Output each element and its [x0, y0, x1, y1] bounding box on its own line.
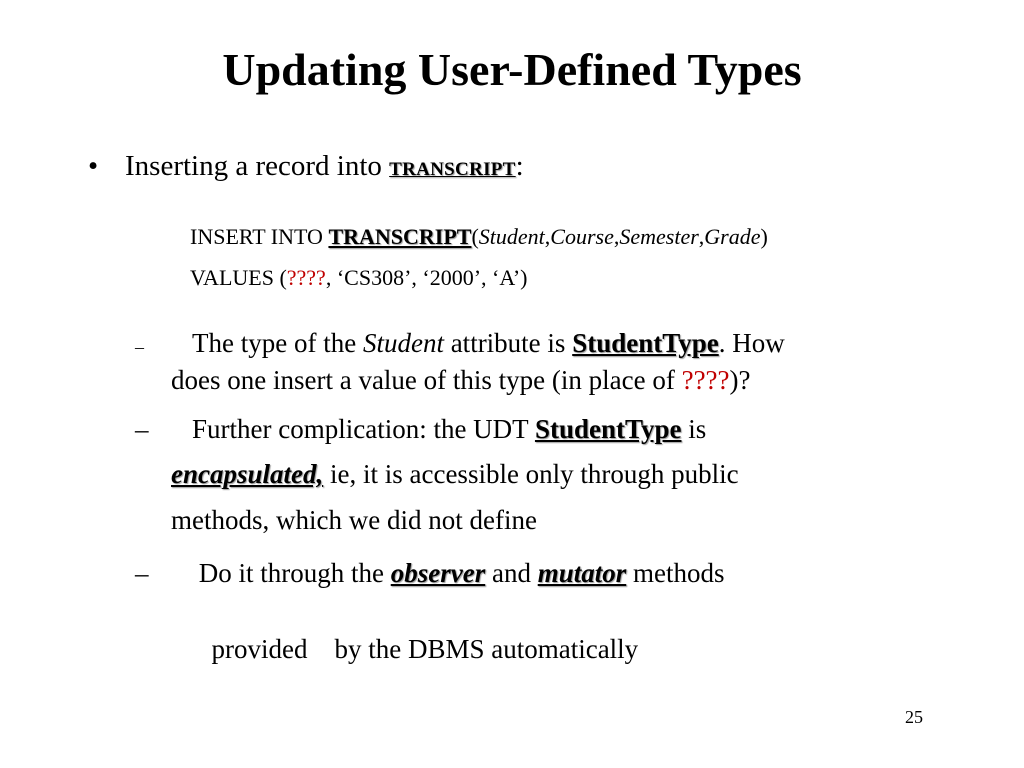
sql-insert-line: [190, 222, 768, 252]
sub-line-1: [192, 558, 724, 589]
bullet-colon: :: [515, 150, 524, 182]
sub-text-segment: . How: [718, 328, 785, 358]
table-name-transcript: TRANSCRIPT: [389, 159, 516, 180]
sub-line-1: [192, 328, 785, 359]
sql-placeholder: ????: [286, 265, 326, 290]
sql-column-semester: Semester: [619, 224, 699, 249]
bullet-text: Inserting a record into: [125, 150, 390, 182]
sql-insert-keyword: INSERT INTO: [190, 224, 329, 249]
sub-line-2: [171, 365, 751, 396]
term-mutator: mutator: [537, 558, 627, 588]
sql-table-name: TRANSCRIPT: [328, 224, 472, 249]
sub-dash: –: [135, 414, 149, 444]
sub-text-segment: The type of the: [192, 328, 363, 358]
sub-dash: –: [135, 558, 149, 588]
sql-comma: ,: [613, 224, 620, 249]
sub-text-segment: Further complication: the UDT: [192, 414, 535, 444]
bullet-symbol: •: [88, 150, 99, 182]
sub-line-2: [171, 459, 739, 490]
sub-text-segment: attribute is: [443, 328, 573, 358]
sql-comma: ,: [544, 224, 551, 249]
sub-text-segment: is: [681, 414, 707, 444]
sql-values-rest: , ‘CS308’, ‘2000’, ‘A’): [325, 265, 528, 290]
sub-dash: –: [135, 337, 144, 357]
sub-text-segment: )?: [729, 365, 751, 395]
sub-text-segment: provided by the DBMS automatically: [211, 634, 639, 664]
sql-values-line: [190, 263, 527, 293]
term-observer: observer: [390, 558, 486, 588]
attribute-student: Student: [362, 328, 444, 358]
sql-values-keyword: VALUES (: [190, 265, 287, 290]
sub-text-segment: ie, it is accessible only through public: [323, 459, 739, 489]
sql-column-grade: Grade: [704, 224, 761, 249]
sub-line-1: [192, 414, 706, 445]
placeholder-question: ????: [681, 365, 730, 395]
page-number: 25: [905, 707, 923, 727]
sql-comma: ,: [698, 224, 705, 249]
sql-column-student: Student: [478, 224, 545, 249]
bullet-inserting-record: [88, 146, 524, 190]
term-encapsulated: encapsulated,: [171, 459, 324, 489]
sub-text-segment: methods, which we did not define: [171, 505, 537, 535]
sub-line-2: [171, 603, 638, 696]
type-studenttype: StudentType: [534, 414, 682, 444]
slide-title: Updating User-Defined Types: [222, 44, 802, 95]
sub-text-segment: Do it through the: [192, 558, 391, 588]
sub-text-segment: does one insert a value of this type (in place of: [171, 365, 682, 395]
sub-text-segment: and: [485, 558, 538, 588]
type-studenttype: StudentType: [572, 328, 719, 358]
sub-text-segment: methods: [626, 558, 725, 588]
sub-line-3: [171, 505, 537, 536]
sql-open-paren: (: [471, 224, 479, 249]
sql-close-paren: ): [760, 224, 768, 249]
sql-column-course: Course: [550, 224, 614, 249]
